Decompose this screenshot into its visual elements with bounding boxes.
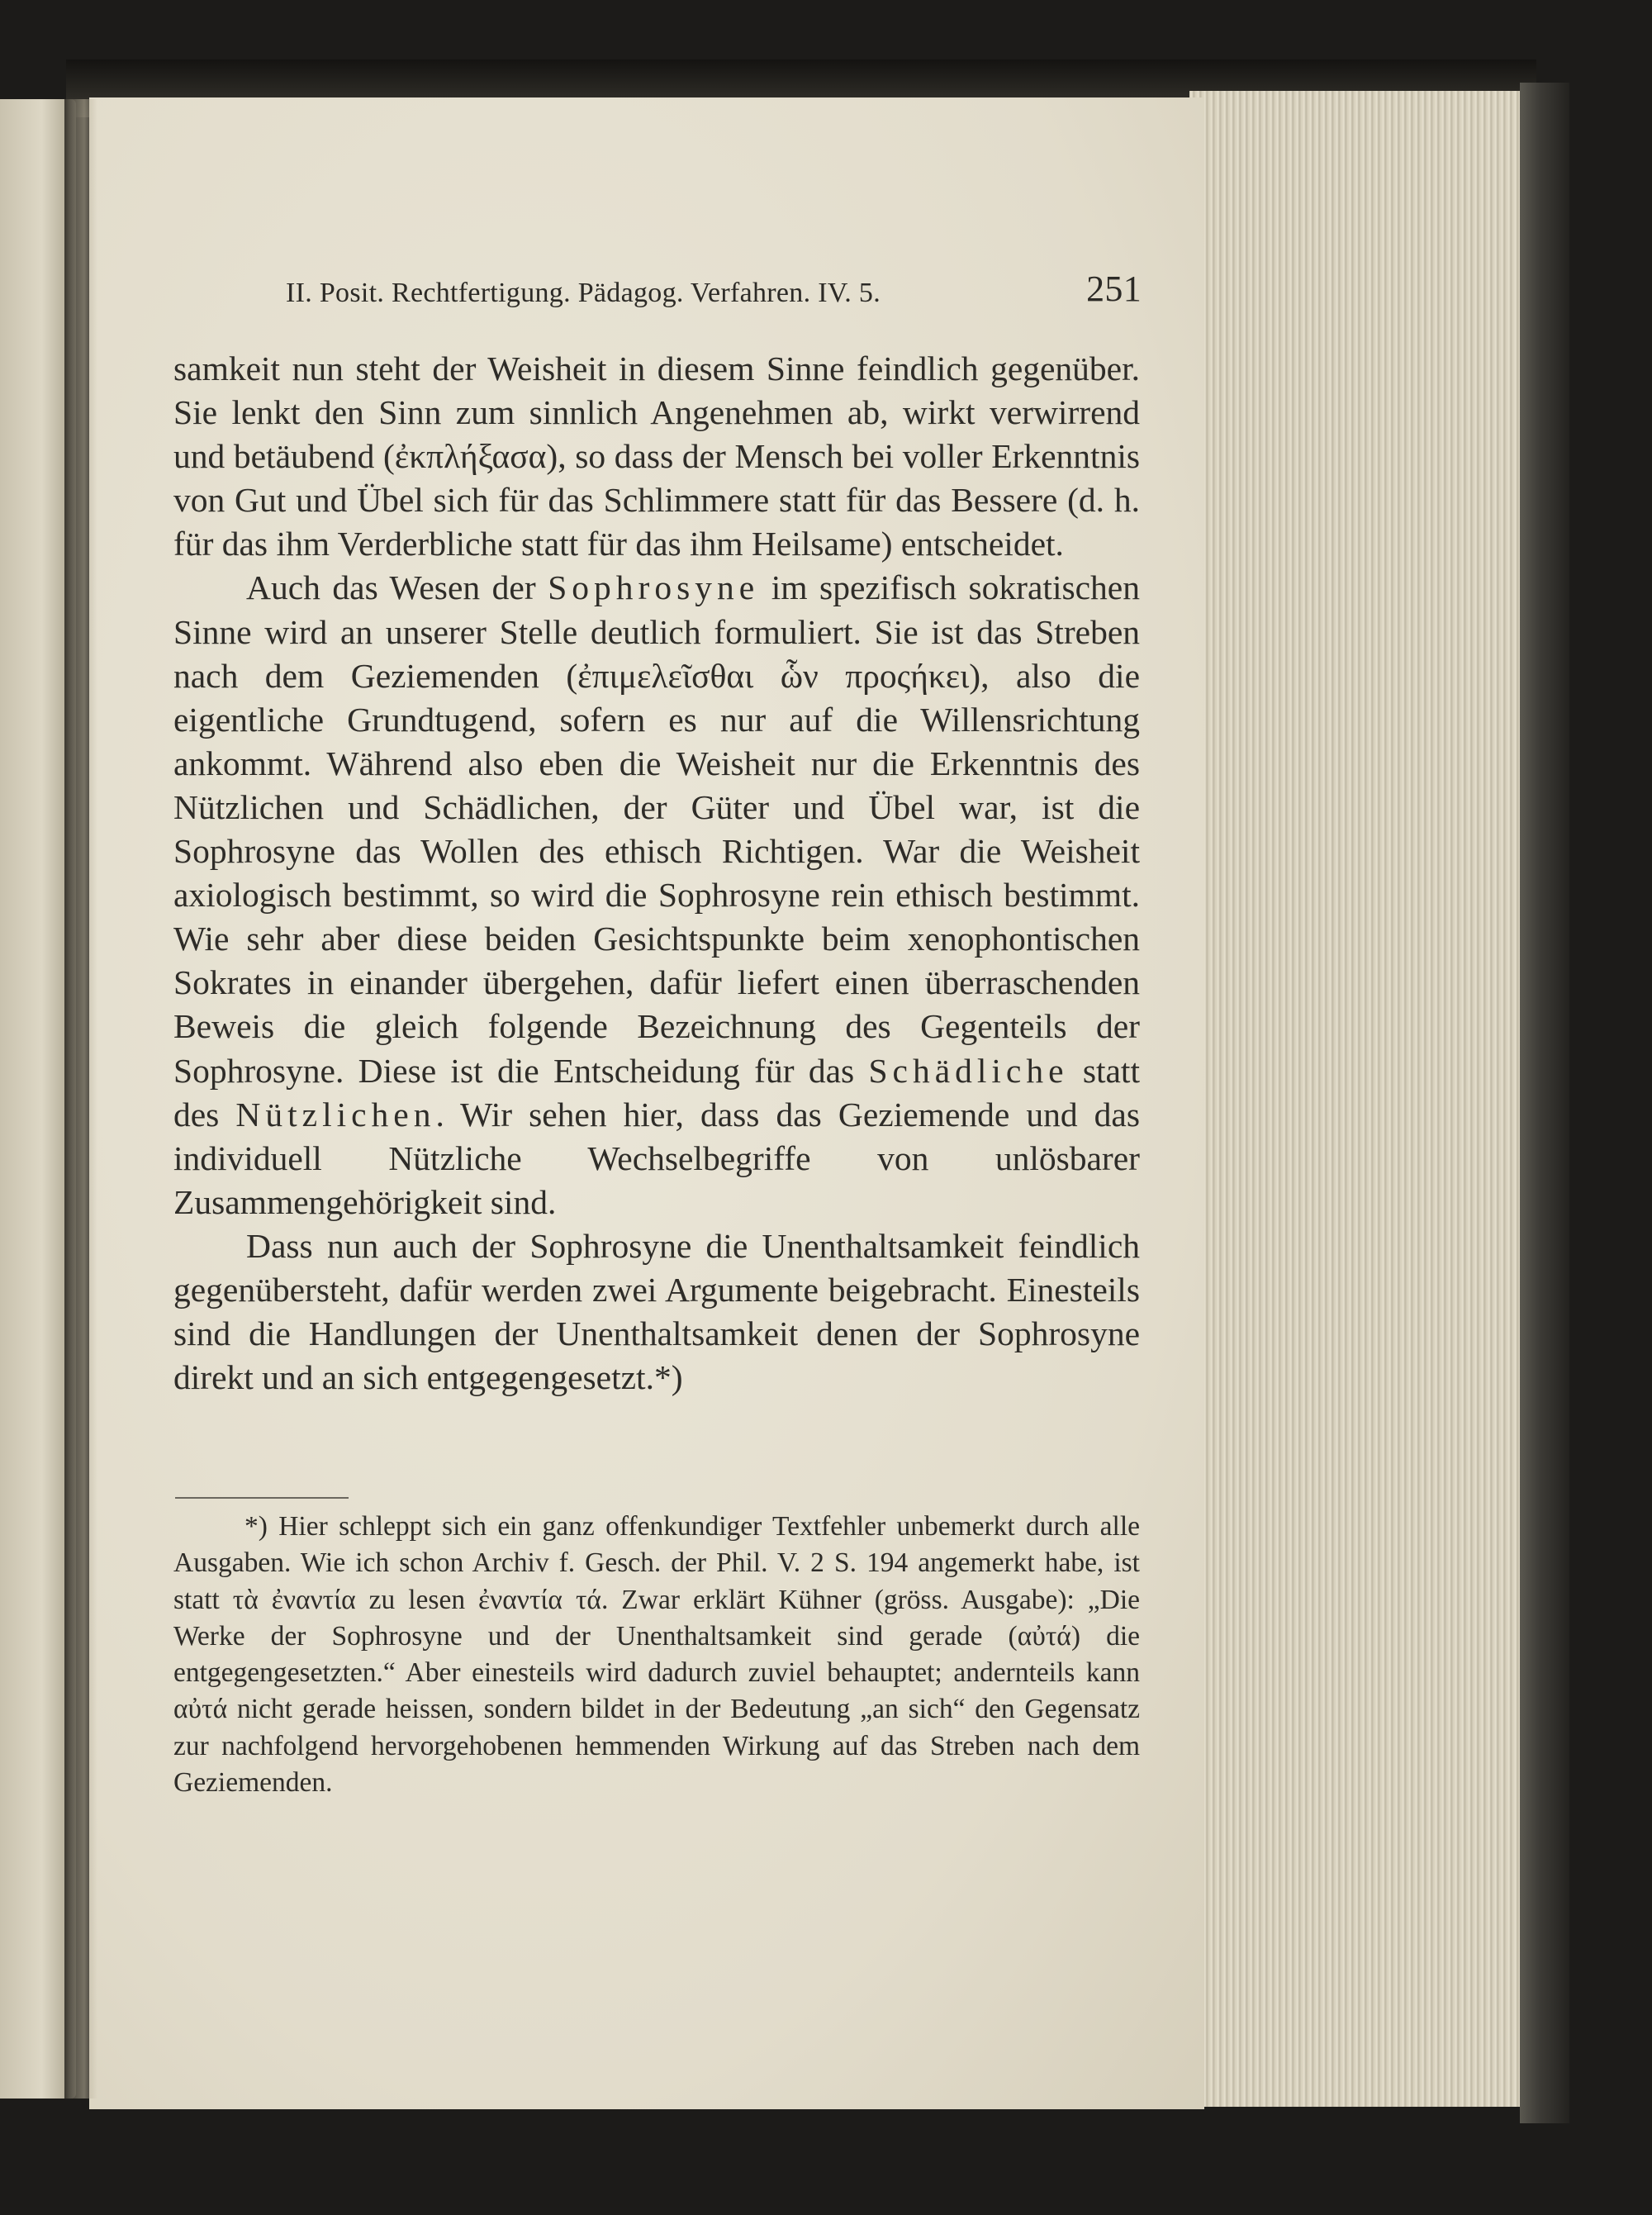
page-header — [286, 263, 1142, 312]
paragraph-2-text-g: . Wir sehen hier, dass das Geziemende und das individuell Nützliche Wechselbegriffe von unlösbarer Zusammengehörigkeit sind. — [173, 1095, 1140, 1221]
gutter-shadow — [64, 99, 97, 2099]
emphasis-nuetzlichen: Nützlichen — [235, 1095, 436, 1134]
paragraph-2-text-e: statt des — [173, 1051, 1140, 1134]
footnote-text: *) Hier schleppt sich ein ganz offenkundiger Textfehler unbemerkt durch alle Ausgaben. Wie ich schon Archiv f. Gesch. der Phil. V. 2 S. 194 angemerkt habe, ist statt τὰ ἐναντία zu lesen ἐναντία τά. Zwar erklärt Kühner (gröss. Ausgabe): „Die Werke der Sophrosyne und der Unenthaltsamkeit sind gerade (αὐτά) die entgegengesetzten.“ Aber einesteils wird dadurch zuviel behauptet; andernteils kann αὐτά nicht gerade heissen, sondern bildet in der Bedeutung „an sich“ den Gegensatz zur nachfolgend hervorgehobenen hemmenden Wirkung auf das Streben nach dem Geziemenden. — [173, 1511, 1140, 1799]
paragraph-1 — [173, 347, 1140, 566]
body-text — [173, 347, 1140, 1400]
paragraph-3 — [173, 1224, 1140, 1400]
footnote — [173, 1509, 1140, 1801]
emphasis-sophrosyne: Sophrosyne — [548, 568, 760, 607]
running-title: II. Posit. Rechtfertigung. Pädagog. Verfahren. IV. 5. — [286, 278, 881, 308]
paragraph-3-text: Dass nun auch der Sophrosyne die Unenthaltsamkeit feindlich gegenübersteht, dafür werden zwei Argumente beigebracht. Einesteils sind die Handlungen der Unenthaltsamkeit denen der Sophrosyne direkt und an sich entgegengesetzt.*) — [173, 1226, 1140, 1397]
footnote-divider — [175, 1497, 349, 1499]
emphasis-schaedliche: Schädliche — [868, 1051, 1069, 1090]
book-cover-edge — [1520, 83, 1569, 2123]
paragraph-2 — [173, 566, 1140, 1224]
page-block-edges — [1189, 91, 1536, 2107]
paragraph-2-text-c: im spezifisch sokratischen Sinne wird an unserer Stelle deutlich formuliert. Sie ist das Streben nach dem Geziemenden (ἐπιμελεῖσθαι ὧν προςήκει), also die eigentliche Grundtugend, sofern es nur auf die Willensrichtung ankommt. Während also eben die Weisheit nur die Erkenntnis des Nützlichen und Schädlichen, der Güter und Übel war, ist die Sophrosyne das Wollen des ethisch Richtigen. War die Weisheit axiologisch bestimmt, so wird die Sophrosyne rein ethisch bestimmt. Wie sehr aber diese beiden Gesichtspunkte beim xenophontischen Sokrates in einander übergehen, dafür liefert einen überraschenden Beweis die gleich folgende Bezeichnung des Gegenteils der Sophrosyne. Diese ist die Entscheidung für das — [173, 568, 1140, 1090]
paragraph-2-text-a: Auch das Wesen der — [246, 568, 548, 607]
page-number: 251 — [1086, 269, 1142, 309]
paragraph-1-text: samkeit nun steht der Weisheit in diesem Sinne feindlich gegenüber. Sie lenkt den Sinn zum sinnlich Angenehmen ab, wirkt verwirrend und betäubend (ἐκπλήξασα), so dass der Mensch bei voller Erkenntnis von Gut und Übel sich für das Schlimmere statt für das Bessere (d. h. für das ihm Verderbliche statt für das ihm Heilsame) entscheidet. — [173, 349, 1140, 563]
